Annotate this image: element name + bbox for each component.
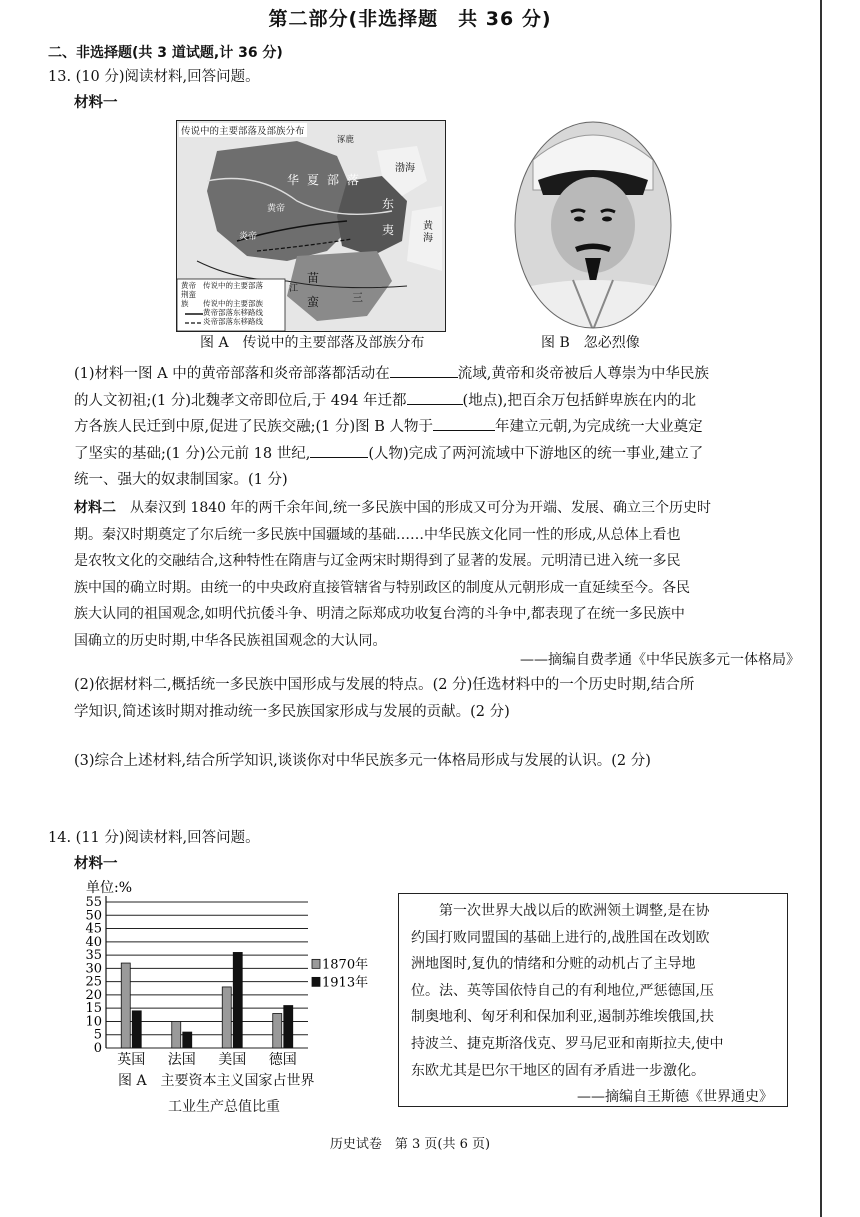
industrial-share-bar-chart — [66, 876, 386, 1068]
map-label-dong: 东 — [382, 197, 395, 211]
material2-line-1-text: 从秦汉到 1840 年的两千余年间,统一多民族中国的形成又可分为开端、发展、确立三个历史时 — [130, 500, 711, 516]
y-tick-label-10: 10 — [85, 1014, 102, 1030]
q14-material1-label: 材料一 — [74, 855, 118, 872]
legend-item-1: 传说中的主要部落 — [203, 281, 263, 290]
material2-line-4: 族中国的确立时期。由统一的中央政府直接管辖省与特别政区的制度从元朝形成一直延续至今。各民 — [74, 579, 690, 596]
map-inner-title: 传说中的主要部落及部族分布 — [179, 123, 307, 137]
material-text-box — [398, 893, 788, 1107]
x-tick-label-法国: 法国 — [167, 1052, 196, 1068]
bar-美国-1870年 — [222, 987, 231, 1048]
legend-swatch-1870年 — [312, 959, 320, 968]
map-label-hua: 华 — [287, 173, 300, 187]
material2-line-5: 族大认同的祖国观念,如明代抗倭斗争、明清之际郑成功收复台湾的斗争中,都表现了在统一多民族中 — [74, 606, 685, 622]
page-footer: 历史试卷 第 3 页(共 6 页) — [329, 1137, 491, 1152]
map-label-luo: 落 — [347, 173, 360, 187]
answer-blank-3[interactable] — [433, 416, 495, 431]
part1-line-4-b: (人物)完成了两河流域中下游地区的统一事业,建立了 — [368, 445, 704, 462]
legend-label-1913年: 1913年 — [322, 975, 369, 991]
y-tick-label-50: 50 — [85, 908, 102, 924]
legend-key-2: 荆蛮族 — [181, 290, 196, 308]
q14-number: 14. — [48, 830, 72, 846]
q13-intro: (10 分)阅读材料,回答问题。 — [75, 69, 260, 85]
material2-line-3: 是农牧文化的交融结合,这种特性在隋唐与辽金两宋时期得到了显著的发展。元明清已进入统一多民 — [74, 553, 681, 569]
box-line-2: 约国打败同盟国的基础上进行的,战胜国在改划欧 — [411, 929, 710, 946]
x-tick-label-德国: 德国 — [268, 1052, 297, 1068]
part2-line-1: (2)依据材料二,概括统一多民族中国形成与发展的特点。(2 分)任选材料中的一个历史时期,结合所 — [74, 677, 695, 693]
box-line-6: 持波兰、捷克斯洛伐克、罗马尼亚和南斯拉夫,使中 — [411, 1035, 724, 1052]
map-label-yandi: 炎帝 — [239, 232, 258, 242]
box-paragraph — [399, 894, 787, 1111]
map-label-xia: 夏 — [307, 173, 320, 187]
y-tick-label-45: 45 — [85, 921, 102, 937]
part1-line-1 — [74, 361, 709, 388]
q13-part1 — [74, 361, 709, 494]
bar-英国-1913年 — [132, 1011, 141, 1048]
bar-德国-1913年 — [284, 1006, 293, 1048]
y-tick-label-40: 40 — [85, 934, 102, 950]
part1-line-2-a: 的人文初祖;(1 分)北魏孝文帝即位后,于 494 年迁都 — [74, 392, 407, 409]
y-tick-label-5: 5 — [93, 1027, 102, 1043]
portrait-caption: 图 B 忽必烈像 — [541, 335, 640, 351]
part1-line-1-b: 流域,黄帝和炎帝被后人尊崇为中华民族 — [457, 366, 709, 382]
x-tick-label-英国: 英国 — [117, 1052, 146, 1068]
bar-德国-1870年 — [273, 1013, 282, 1048]
q13-material2 — [74, 495, 711, 654]
y-tick-label-55: 55 — [85, 895, 102, 910]
part1-line-4-a: 了坚实的基础;(1 分)公元前 18 世纪, — [74, 445, 311, 462]
q13-number: 13. — [48, 69, 72, 85]
box-line-1: 第一次世界大战以后的欧洲领土调整,是在协 — [439, 903, 710, 919]
chart-caption-line-2: 工业生产总值比重 — [168, 1099, 280, 1115]
chart-caption-line-1: 图 A 主要资本主义国家占世界 — [118, 1073, 315, 1089]
margin-rule — [820, 0, 822, 1217]
map-label-miao: 苗 — [307, 271, 320, 285]
q13-part2 — [74, 672, 694, 725]
x-tick-label-美国: 美国 — [218, 1052, 247, 1068]
map-legend — [181, 281, 263, 326]
answer-blank-2[interactable] — [407, 390, 463, 405]
q14-header — [48, 825, 260, 851]
box-line-3: 洲地图时,复仇的情绪和分赃的动机占了主导地 — [411, 956, 696, 973]
legend-key-1: 黄帝 — [181, 281, 196, 290]
map-label-huangdi: 黄帝 — [267, 204, 286, 214]
legend-item-4: 炎帝部落东移路线 — [203, 317, 263, 326]
q14-intro: (11 分)阅读材料,回答问题。 — [75, 830, 260, 846]
chart-unit-label: 单位:% — [86, 880, 133, 896]
page-title: 第二部分(非选择题 共 36 分) — [268, 8, 552, 30]
part1-line-3-a: 方各族人民迁到中原,促进了民族交融;(1 分)图 B 人物于 — [74, 419, 434, 435]
legend-label-1870年: 1870年 — [322, 957, 369, 973]
map-label-yi: 夷 — [382, 223, 395, 237]
kublai-khan-portrait — [513, 120, 673, 330]
q13-material1-label: 材料一 — [74, 94, 118, 111]
part1-line-1-a: (1)材料一图 A 中的黄帝部落和炎帝部落都活动在 — [74, 366, 390, 382]
map-label-huanghai: 黄海 — [423, 221, 433, 244]
legend-item-2: 传说中的主要部族 — [203, 299, 263, 308]
part2-line-2: 学知识,简述该时期对推动统一多民族国家形成与发展的贡献。(2 分) — [74, 703, 510, 720]
answer-blank-4[interactable] — [310, 443, 368, 458]
legend-swatch-1913年 — [312, 977, 320, 986]
part1-line-3-b: 年建立元朝,为完成统一大业奠定 — [495, 419, 703, 435]
y-tick-label-30: 30 — [85, 961, 102, 977]
map-label-jiang: 江 — [289, 284, 299, 294]
box-line-5: 制奥地利、匈牙利和保加利亚,遏制苏维埃俄国,扶 — [411, 1009, 714, 1026]
part1-line-4 — [74, 441, 709, 468]
map-label-man: 蛮 — [307, 295, 320, 309]
q13-header — [48, 64, 260, 90]
part1-line-2-b: (地点),把百余万包括鲜卑族在内的北 — [462, 392, 696, 409]
bar-美国-1913年 — [233, 952, 242, 1048]
q13-material2-label: 材料二 — [74, 500, 116, 516]
part1-line-5: 统一、强大的奴隶制国家。(1 分) — [74, 472, 288, 488]
y-tick-label-20: 20 — [85, 987, 102, 1003]
material2-source: ——摘编自费孝通《中华民族多元一体格局》 — [520, 652, 800, 668]
answer-blank-1[interactable] — [390, 363, 458, 378]
map-label-san: 三 — [352, 291, 363, 304]
y-tick-label-35: 35 — [85, 948, 102, 964]
map-label-zhuolu: 涿鹿 — [337, 135, 355, 145]
material2-line-1 — [74, 495, 711, 522]
map-label-bu: 部 — [327, 173, 340, 187]
material2-line-6: 国确立的历史时期,中华各民族祖国观念的大认同。 — [74, 632, 387, 649]
y-tick-label-25: 25 — [85, 974, 102, 990]
bar-法国-1870年 — [172, 1021, 181, 1048]
map-label-bohai: 渤海 — [395, 163, 415, 174]
bar-英国-1870年 — [121, 963, 130, 1048]
part1-line-3 — [74, 414, 709, 441]
section-heading: 二、非选择题(共 3 道试题,计 36 分) — [48, 45, 283, 61]
tribal-distribution-map — [176, 120, 446, 332]
legend-item-3: 黄帝部落东移路线 — [203, 308, 263, 317]
material2-line-2: 期。秦汉时期奠定了尔后统一多民族中国疆域的基础……中华民族文化同一性的形成,从总体上看也 — [74, 526, 681, 543]
bar-法国-1913年 — [183, 1032, 192, 1048]
part1-line-2 — [74, 388, 709, 415]
q13-part3: (3)综合上述材料,结合所学知识,谈谈你对中华民族多元一体格局形成与发展的认识。(2 分) — [74, 753, 651, 769]
y-tick-label-0: 0 — [93, 1041, 102, 1056]
box-line-7: 东欧尤其是巴尔干地区的固有矛盾进一步激化。 — [411, 1062, 705, 1079]
box-line-4: 位。法、英等国依恃自己的有利地位,严惩德国,压 — [411, 982, 714, 999]
map-caption: 图 A 传说中的主要部落及部族分布 — [200, 335, 425, 351]
box-source: ——摘编自王斯德《世界通史》 — [577, 1089, 773, 1106]
y-tick-label-15: 15 — [85, 1001, 102, 1017]
